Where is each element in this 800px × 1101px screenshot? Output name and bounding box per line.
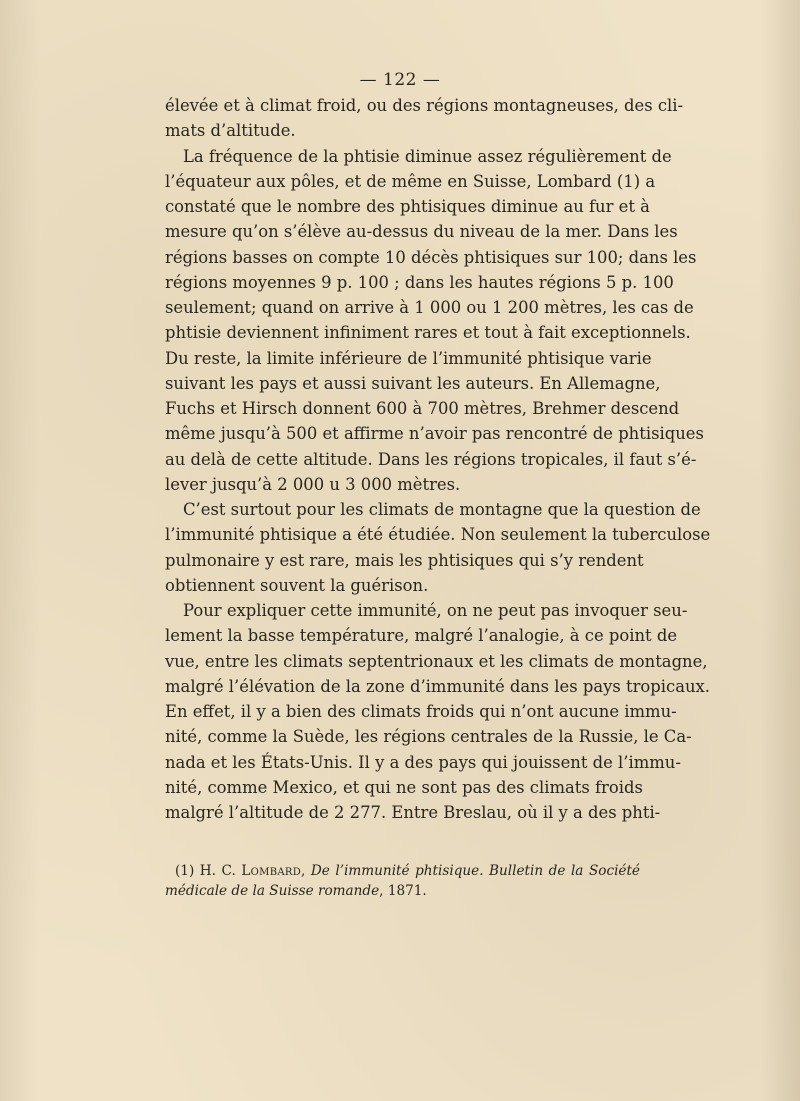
text-line: même jusqu’à 500 et affirme n’avoir pas rencontré de phtisiques	[165, 424, 704, 444]
text-line: La fréquence de la phtisie diminue assez régulièrement de	[183, 146, 672, 166]
text-line: pulmonaire y est rare, mais les phtisiques qui s’y rendent	[165, 550, 644, 570]
text-line: malgré l’élévation de la zone d’immunité dans les pays tropicaux.	[165, 676, 710, 696]
text-line: phtisie deviennent infiniment rares et tout à fait exceptionnels.	[165, 323, 691, 343]
text-line: suivant les pays et aussi suivant les auteurs. En Allemagne,	[165, 373, 661, 393]
text-line: En effet, il y a bien des climats froids qui n’ont aucune immu-	[165, 702, 677, 721]
text-line: nité, comme la Suède, les régions centrales de la Russie, le Ca-	[165, 727, 692, 747]
footnote-line	[165, 881, 640, 901]
text-line: nada et les États-Unis. Il y a des pays qui jouissent de l’immu-	[165, 752, 681, 772]
text-line: régions moyennes 9 p. 100 ; dans les hautes régions 5 p. 100	[165, 272, 674, 292]
text-line: vue, entre les climats septentrionaux et les climats de montagne,	[165, 651, 708, 671]
text-line: constaté que le nombre des phtisiques diminue au fur et à	[165, 197, 650, 216]
footnote-journal: médicale de la Suisse romande	[165, 883, 380, 899]
text-line: mesure qu’on s’élève au-dessus du niveau de la mer. Dans les	[165, 222, 678, 242]
footnote-line	[165, 861, 640, 881]
text-line: C’est surtout pour les climats de montagne que la question de	[183, 500, 701, 519]
page-number: — 122 —	[359, 70, 441, 90]
text-line: l’équateur aux pôles, et de même en Suisse, Lombard (1) a	[165, 171, 656, 191]
footnote-title: De l’immunité phtisique. Bulletin de la Société	[310, 863, 640, 879]
text-line: obtiennent souvent la guérison.	[165, 575, 429, 595]
text-line: seulement; quand on arrive à 1 000 ou 1 200 mètres, les cas de	[165, 298, 694, 317]
footnote-separator: ,	[301, 863, 311, 879]
text-line: élevée et à climat froid, ou des régions montagneuses, des cli-	[165, 96, 684, 115]
text-line: Du reste, la limite inférieure de l’immunité phtisique varie	[165, 348, 652, 368]
text-line: lement la basse température, malgré l’analogie, à ce point de	[165, 626, 678, 646]
text-line: malgré l’altitude de 2 277. Entre Breslau, où il y a des phti-	[165, 803, 661, 822]
body-text	[165, 93, 711, 825]
text-line: régions basses on compte 10 décès phtisiques sur 100; dans les	[165, 247, 697, 267]
text-line: mats d’altitude.	[165, 121, 296, 141]
text-line: Fuchs et Hirsch donnent 600 à 700 mètres, Brehmer descend	[165, 399, 680, 418]
footnote-year: , 1871.	[379, 883, 427, 899]
text-line: l’immunité phtisique a été étudiée. Non seulement la tuberculose	[165, 525, 711, 545]
text-line: lever jusqu’à 2 000 u 3 000 mètres.	[165, 474, 461, 494]
footnote-author: Lombard	[241, 863, 302, 879]
footnote-marker: (1) H. C.	[175, 863, 242, 879]
text-line: Pour expliquer cette immunité, on ne peut pas invoquer seu-	[183, 601, 688, 620]
text-line: nité, comme Mexico, et qui ne sont pas des climats froids	[165, 777, 643, 797]
text-line: au delà de cette altitude. Dans les régions tropicales, il faut s’é-	[165, 449, 697, 469]
footnote	[165, 861, 640, 901]
